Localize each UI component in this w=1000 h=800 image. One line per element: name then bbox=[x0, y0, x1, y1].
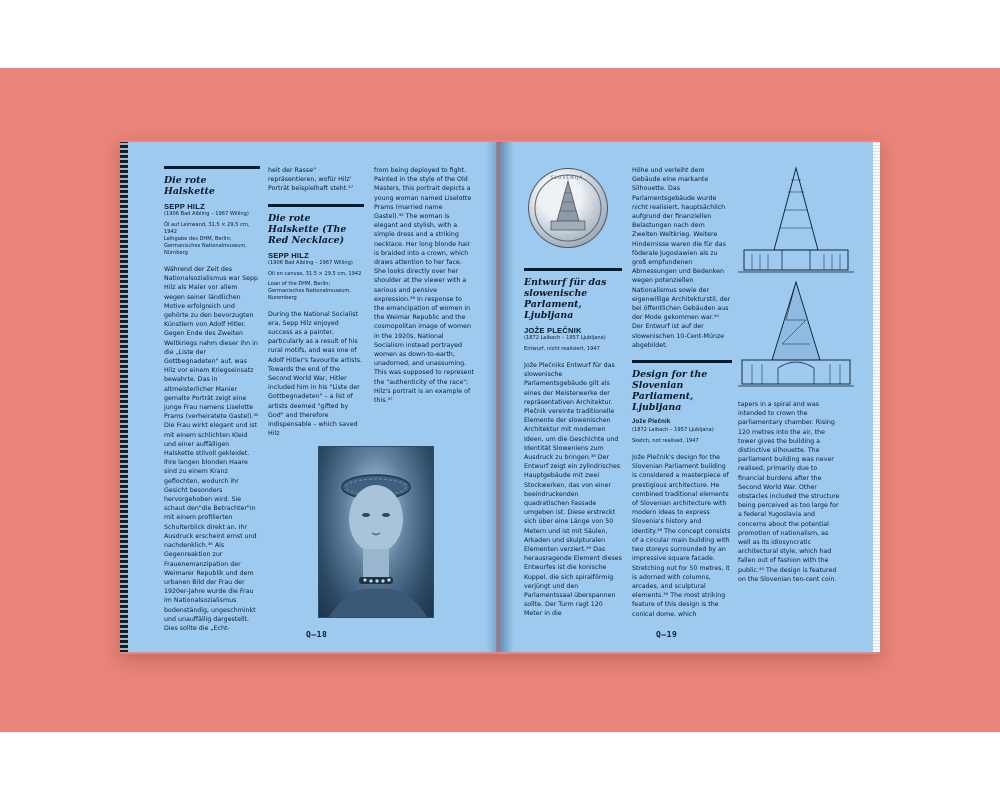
artwork-medium: Öl auf Leinwand, 31,5 × 29,5 cm, 1942 bbox=[164, 222, 250, 235]
artwork-collection: Loan of the DHM, Berlin; Germanisches Nationalmuseum, Nuremberg bbox=[268, 280, 351, 301]
right-col-1 bbox=[524, 268, 622, 619]
article-text-en: Jože Plečnik's design for the Slovenian Parliament building is considered a masterpiece of prestigious architecture. He combined traditional elements of Slovenian architecture with modern ideas to express Slovenia's history and identity.³⁸ The concept consists of a circular main building with two storeys surrounded by an impressive square facade. Stretching out for 50 metres, it is adorned with columns, arcades, and sculptural elements.³⁹ The most striking feature of this design is the conical dome, which bbox=[632, 454, 731, 618]
section-rule bbox=[164, 166, 260, 169]
book-gutter bbox=[486, 142, 514, 652]
article-text-de: Jože Plečniks Entwurf für das slowenische Parlamentsgebäude gilt als eines der Meisterwerke der repräsentativen Architektur. Plečnik vereinte traditionelle Elemente der slowenischen Architektur mit modernen Ideen, um die Geschichte und Identität Sloweniens zum Ausdruck zu bringen.³⁸ Der Entwurf zeigt ein zylindrisches Hauptgebäude mit zwei Stockwerken, das von einer beeindruckenden quadratischen Fassade umgeben ist. Diese erstreckt sich über eine Länge von 50 Metern und ist mit Säulen, Arkaden und skulpturalen Elementen verziert.³⁹ Das herausragende Element dieses Entwurfes ist die konische Kuppel, die sich spiralförmig verjüngt und den Parlamentssaal überspannen sollte. Der Turm ragt 120 Meter in die bbox=[524, 362, 622, 618]
coin-legend: SLOVENIJA bbox=[550, 176, 584, 181]
parliament-section-drawing bbox=[738, 280, 854, 390]
section-rule bbox=[524, 268, 622, 271]
page-number-right: Q—19 bbox=[656, 630, 678, 639]
project-title-de: Entwurf für das slowenische Parlament, Ljubljana bbox=[524, 277, 607, 321]
architect-dates: (1872 Laibach – 1957 Ljubljana) bbox=[524, 335, 606, 341]
article-text-de: Während der Zeit des Nationalsozialismus war Sepp Hilz als Maler vor allem wegen seiner ländlichen Motive erfolgreich und gehörte zu den bevorzugten Künstlern von Adolf Hitler. Gegen Ende des Zweiten Weltkriegs nahm dieser ihn in die „Liste der Gottbegnadeten" auf, was Hilz vor einem Kriegseinsatz bewahrte. Das in altmeisterlicher Manier gemalte Porträt zeigt eine junge Frau namens Liselotte Prams (verheiratete Gastel).³⁵ Die Frau wirkt elegant und ist mit einem schlichten Kleid und einer auffälligen Halskette stilvoll gekleidet. Ihre langen blonden Haare sind zu einem Kranz geflochten, wodurch ihr Gesicht besonders hervorgehoben wird. Sie schaut den"die Betrachter"in mit einem profilierten Schulterblick direkt an. Ihr Ausdruck erscheint ernst und nachdenklich.³⁶ Als Gegenreaktion zur Frauenemanzipation der Weimarer Republik und dem urbanen Bild der Frau der 1920er-Jahre wurde die Frau im Nationalsozialismus bodenständig, ungeschminkt und unauffällig dargestellt. Dies sollte die „Echt- bbox=[164, 266, 259, 632]
page-edges-left bbox=[120, 142, 128, 652]
continued-text-de: heit der Rasse" repräsentieren, wofür Hilz' Porträt beispielhaft steht.³⁷ bbox=[268, 167, 354, 193]
architect-dates: (1872 Laibach – 1957 Ljubljana) bbox=[632, 427, 714, 434]
architect-name: JOŽE PLEČNIK bbox=[524, 326, 582, 335]
artist-name: SEPP HILZ bbox=[164, 202, 205, 211]
project-status: Entwurf, nicht realisiert, 1947 bbox=[524, 346, 600, 352]
parliament-elevation-drawing bbox=[738, 166, 854, 276]
project-title-en: Design for the Slovenian Parliament, Ljubljana bbox=[632, 369, 708, 414]
left-col-3 bbox=[374, 166, 474, 405]
continued-text-de: Höhe und verleiht dem Gebäude eine markante Silhouette. Das Parlamentsgebäude wurde nicht realisiert, hauptsächlich aufgrund der finanziellen Belastungen nach dem Zweiten Weltkrieg. Weitere Hindernisse waren die für das föderale Jugoslawien als zu groß empfundenen Abmessungen und Bedenken wegen potenziellen Nationalismus sowie der eigenwillige Architekturstil, der bei öffentlichen Gebäuden aus der Mode gekommen war.⁴⁰ Der Entwurf ist auf der slowenischen 10-Cent-Münze abgebildet. bbox=[632, 167, 731, 349]
article-text-en-cont: tapers in a spiral and was intended to crown the parliamentary chamber. Rising 120 metres into the air, the tower gives the building a distinctive silhouette. The parliament building was never realised, primarily due to financial burdens after the Second World War. Other obstacles included the structure being perceived as too large for a federal Yugoslavia and concerns about the potential promotion of nationalism, as well as its idiosyncratic architectural style, which had fallen out of fashion with the public.⁴⁰ The design is featured on the Slovenian ten-cent coin. bbox=[738, 401, 840, 583]
artist-name: SEPP HILZ bbox=[268, 250, 309, 260]
right-col-3 bbox=[738, 400, 842, 584]
portrait-figure bbox=[319, 447, 433, 617]
left-col-1 bbox=[164, 166, 260, 633]
section-rule bbox=[268, 204, 364, 207]
artwork-title-en: Die rote Halskette (The Red Necklace) bbox=[268, 212, 347, 246]
artwork-collection: Leihgabe des DHM, Berlin; Germanisches Nationalmuseum, Nürnberg bbox=[164, 236, 247, 256]
artist-dates: (1906 Bad Aibling – 1967 Willing) bbox=[164, 211, 249, 217]
article-text-en-cont: from being deployed to fight. Painted in the style of the Old Masters, this portrait depicts a young woman named Liselotte Prams (married name Gastel).³⁵ The woman is elegant and stylish, with a simple dress and a striking necklace. Her long blonde hair is braided into a crown, which draws attention to her face. She looks directly over her shoulder at the viewer with a serious and pensive expression.³⁶ In response to the emancipation of women in the Weimar Republic and the cosmopolitan image of women in the 1920s, National Socialism instead portrayed women as down-to-earth, unadorned, and unassuming. This was supposed to represent the "authenticity of the race"; Hilz's portrait is an example of this.³⁷ bbox=[374, 167, 475, 405]
project-status: Sketch, not realised, 1947 bbox=[632, 438, 699, 445]
section-rule bbox=[632, 360, 732, 363]
architect-name: Jože Plečnik bbox=[632, 419, 671, 426]
right-col-2 bbox=[632, 166, 732, 619]
article-text-en: During the National Socialist era, Sepp Hilz enjoyed success as a painter, particularly as a result of his rural motifs, and was one of Adolf Hitler's favourite artists. Towards the end of the Second World War, Hitler included him in his "Liste der Gottbegnadeten" – a list of artists deemed "gifted by God" and therefore indispensable – which saved Hilz bbox=[268, 310, 363, 438]
page-edges-right bbox=[873, 142, 880, 652]
left-col-2 bbox=[268, 166, 364, 438]
page-number-left: Q—18 bbox=[306, 630, 328, 639]
artwork-title-de: Die rote Halskette bbox=[164, 175, 215, 197]
artist-dates: (1906 Bad Aibling – 1967 Willing) bbox=[268, 259, 353, 266]
portrait-painting bbox=[318, 446, 434, 618]
artwork-medium: Oil on canvas, 31.5 × 29.5 cm, 1942 bbox=[268, 270, 362, 277]
